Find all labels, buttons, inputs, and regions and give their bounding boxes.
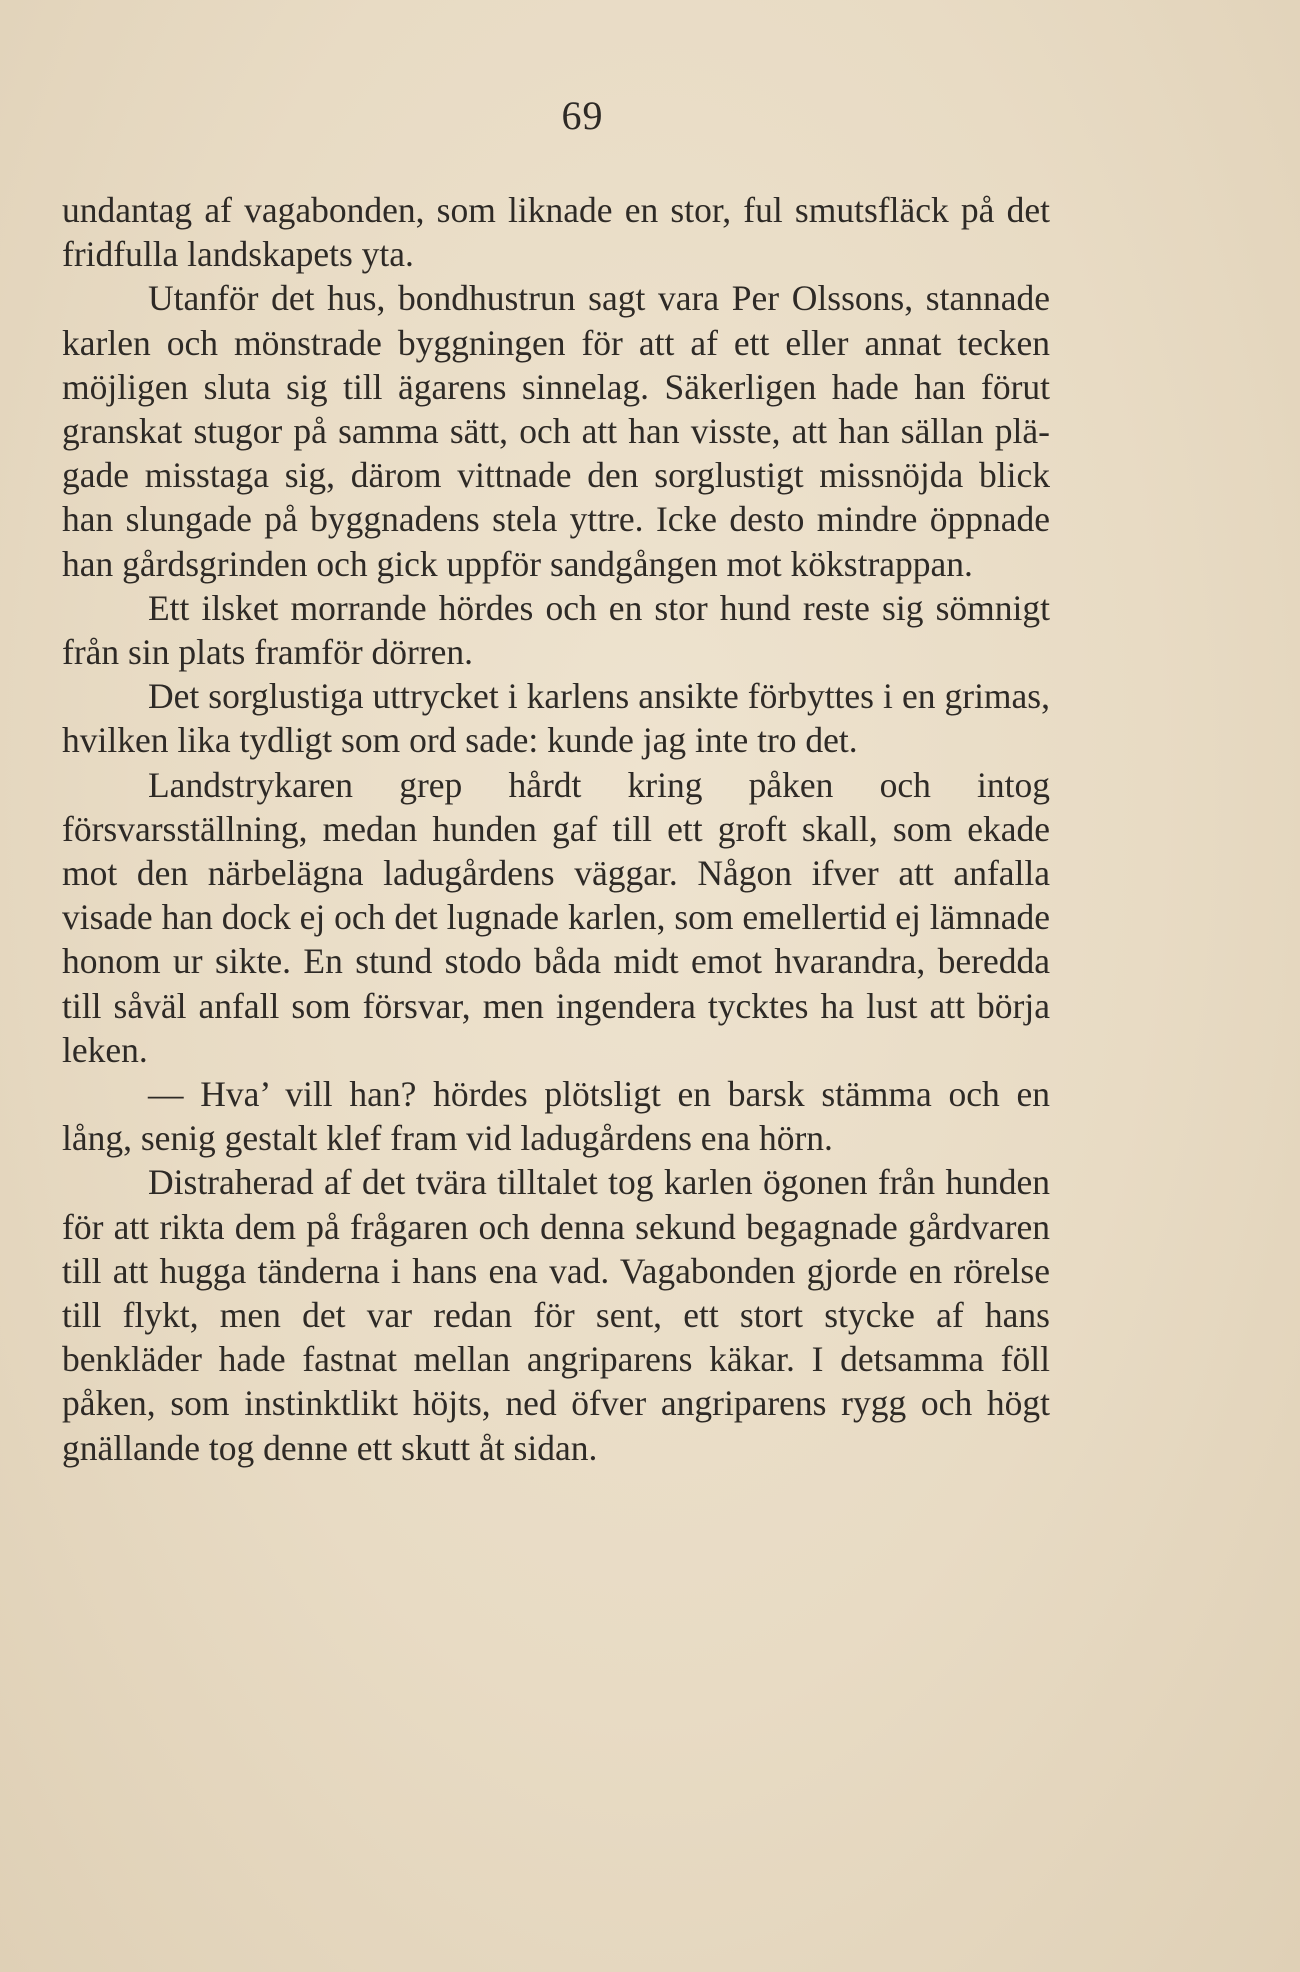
paragraph: Landstrykaren grep hårdt kring påken och intog försvarsställning, medan hunden gaf till ett groft skall, som ekade mot den närbelägna ladugårdens väggar. Någon ifver att anfalla visade han dock ej och det lugnade karlen, som emellertid ej lämnade honom ur sikte. En stund stodo båda midt emot hvarandra, beredda till såväl anfall som försvar, men ingendera tycktes ha lust att börja leken.	[62, 764, 1050, 1070]
paragraph: Ett ilsket morrande hördes och en stor hund reste sig sömnigt från sin plats framför dörren.	[62, 587, 1050, 673]
paragraph: Det sorglustiga uttrycket i karlens ansikte förbyttes i en grimas, hvilken lika tydligt som ord sade: kunde jag inte tro det.	[62, 676, 1050, 761]
paragraph: Distraherad af det tvära tilltalet tog karlen ögonen från hunden för att rikta dem på frågaren och denna sekund begagnade gårdvaren till att hugga tänderna i hans ena vad. Vagabonden gjorde en rörelse till flykt, men det var redan för sent, ett stort stycke af hans benkläder hade fastnat mellan angriparens käkar. I detsamma föll påken, som instinktlikt höjts, ned öfver angriparens rygg och högt gnällande tog denne ett skutt åt sidan.	[62, 1162, 1050, 1468]
paragraph: undantag af vagabonden, som liknade en stor, ful smutsfläck på det fridfulla landskapets yta.	[62, 190, 1050, 275]
paragraph: Utanför det hus, bondhustrun sagt vara Per Olssons, stannade karlen och mönstrade byggningen för att af ett eller annat tecken möjligen sluta sig till ägarens sinnelag. Säkerligen hade han förut granskat stugor på samma sätt, och att han visste, att han sällan plägade misstaga sig, därom vittnade den sorglustigt missnöjda blick han slungade på byggnadens stela yttre. Icke desto mindre öppnade han gårdsgrinden och gick uppför sandgången mot kökstrappan.	[62, 278, 1050, 584]
paragraph: — Hva’ vill han? hördes plötsligt en barsk stämma och en lång, senig gestalt klef fram vid ladugårdens ena hörn.	[62, 1074, 1050, 1159]
page-number: 69	[561, 93, 604, 138]
body-text	[62, 188, 1050, 1470]
